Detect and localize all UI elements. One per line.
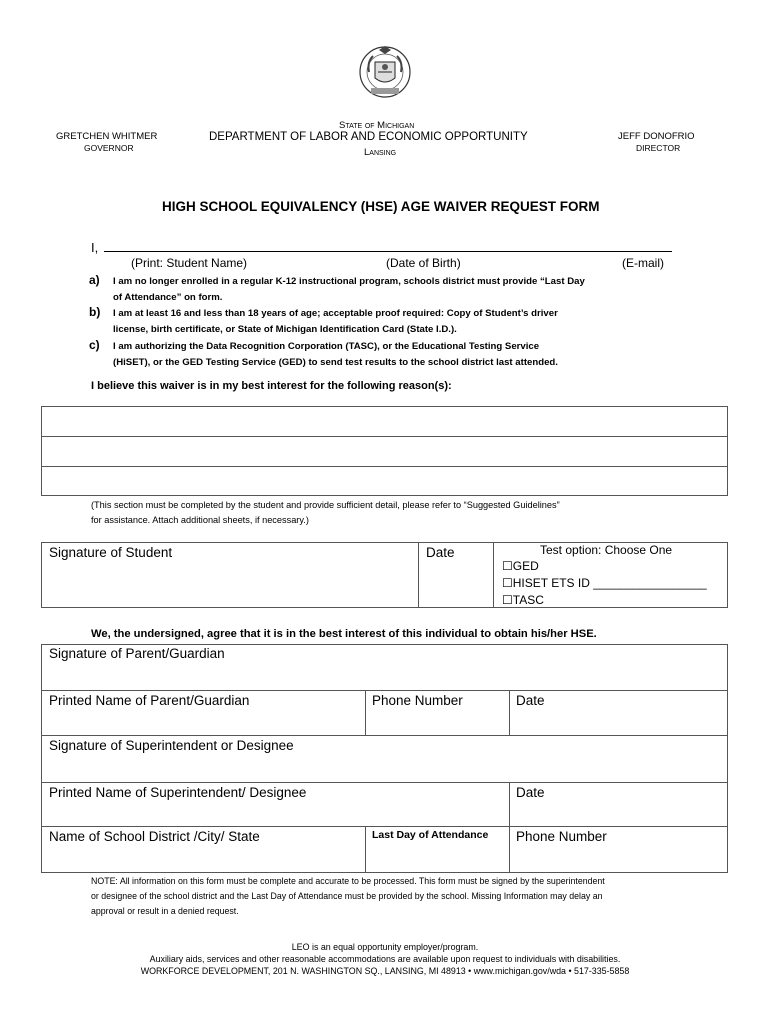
department-name: DEPARTMENT OF LABOR AND ECONOMIC OPPORTUNITY — [209, 131, 528, 143]
reason-box — [41, 406, 728, 496]
student-signature-label[interactable]: Signature of Student — [49, 545, 173, 560]
divider — [41, 690, 728, 691]
state-seal-icon — [359, 42, 411, 102]
reason-line-1[interactable] — [41, 436, 728, 437]
reason-line-2[interactable] — [41, 466, 728, 467]
divider — [509, 690, 510, 735]
item-b-text: I am at least 16 and less than 18 years of age; acceptable proof required: Copy of Student’s driver license, birth certificate, or State of Michigan Identification Card (State I.D.). — [113, 308, 558, 335]
footer-accommodations: Auxiliary aids, services and other reasonable accommodations are available upon request to individuals with disabilities. — [149, 954, 621, 964]
item-a-text: I am no longer enrolled in a regular K-12 instructional program, schools district must provide “Last Day of Attendance” on form. — [113, 276, 585, 303]
last-day-attendance-field[interactable]: Last Day of Attendance — [372, 829, 489, 841]
form-note: NOTE: All information on this form must be complete and accurate to be processed. This form must be signed by the superintendent or designee of the school district and the Last Day of Attendance must be provided by the school. Missing Information may delay an approval or result in a denied request. — [91, 876, 605, 916]
item-c-text: I am authorizing the Data Recognition Corporation (TASC), or the Educational Testing Service (HiSET), or the GED Testing Service (GED) to send test results to the school district last attended. — [113, 341, 558, 368]
print-name-label: (Print: Student Name) — [131, 256, 248, 270]
school-phone-field[interactable]: Phone Number — [516, 829, 607, 844]
director-name: JEFF DONOFRIO — [618, 131, 695, 142]
footer — [0, 941, 770, 977]
reason-heading: I believe this waiver is in my best interest for the following reason(s): — [91, 380, 452, 392]
option-hiset-checkbox[interactable]: ☐HISET ETS ID _________________ — [502, 576, 707, 590]
state-label: State of Michigan — [339, 120, 415, 131]
i-label: I, — [91, 240, 99, 255]
divider — [41, 826, 728, 827]
option-ged-checkbox[interactable]: ☐GED — [502, 559, 539, 573]
superintendent-date-field[interactable]: Date — [516, 785, 545, 800]
item-c-letter: c) — [89, 338, 100, 352]
option-tasc-checkbox[interactable]: ☐TASC — [502, 593, 544, 607]
agreement-text: We, the undersigned, agree that it is in the best interest of this individual to obtain his/her HSE. — [91, 628, 597, 640]
divider — [41, 735, 728, 736]
footer-eeo: LEO is an equal opportunity employer/program. — [291, 942, 479, 952]
governor-title: GOVERNOR — [84, 143, 134, 153]
director-title: DIRECTOR — [636, 143, 681, 153]
test-option-label: Test option: Choose One — [540, 543, 673, 557]
governor-name: GRETCHEN WHITMER — [56, 131, 158, 142]
superintendent-printed-name-field[interactable]: Printed Name of Superintendent/ Designee — [49, 785, 307, 800]
form-title: HIGH SCHOOL EQUIVALENCY (HSE) AGE WAIVER REQUEST FORM — [162, 199, 600, 214]
reason-note: (This section must be completed by the student and provide sufficient detail, please refer to “Suggested Guidelines” for assistance. Attach additional sheets, if necessary.) — [91, 500, 560, 525]
divider — [418, 542, 419, 608]
parent-phone-field[interactable]: Phone Number — [372, 693, 463, 708]
divider — [365, 826, 366, 873]
item-b-letter: b) — [89, 305, 101, 319]
divider — [365, 690, 366, 735]
divider — [509, 826, 510, 873]
student-info-line[interactable] — [104, 251, 672, 252]
parent-date-field[interactable]: Date — [516, 693, 545, 708]
school-district-field[interactable]: Name of School District /City/ State — [49, 829, 260, 844]
divider — [41, 782, 728, 783]
parent-printed-name-field[interactable]: Printed Name of Parent/Guardian — [49, 693, 250, 708]
divider — [493, 542, 494, 608]
superintendent-signature-field[interactable]: Signature of Superintendent or Designee — [49, 738, 294, 753]
student-date-label[interactable]: Date — [426, 545, 455, 560]
city-label: Lansing — [364, 147, 397, 158]
item-a-letter: a) — [89, 273, 100, 287]
footer-address: WORKFORCE DEVELOPMENT, 201 N. WASHINGTON SQ., LANSING, MI 48913 • www.michigan.gov/wda • 517-335-5858 — [140, 966, 630, 976]
divider — [509, 782, 510, 826]
email-label: (E-mail) — [622, 256, 664, 270]
parent-signature-field[interactable]: Signature of Parent/Guardian — [49, 646, 225, 661]
dob-label: (Date of Birth) — [386, 256, 461, 270]
